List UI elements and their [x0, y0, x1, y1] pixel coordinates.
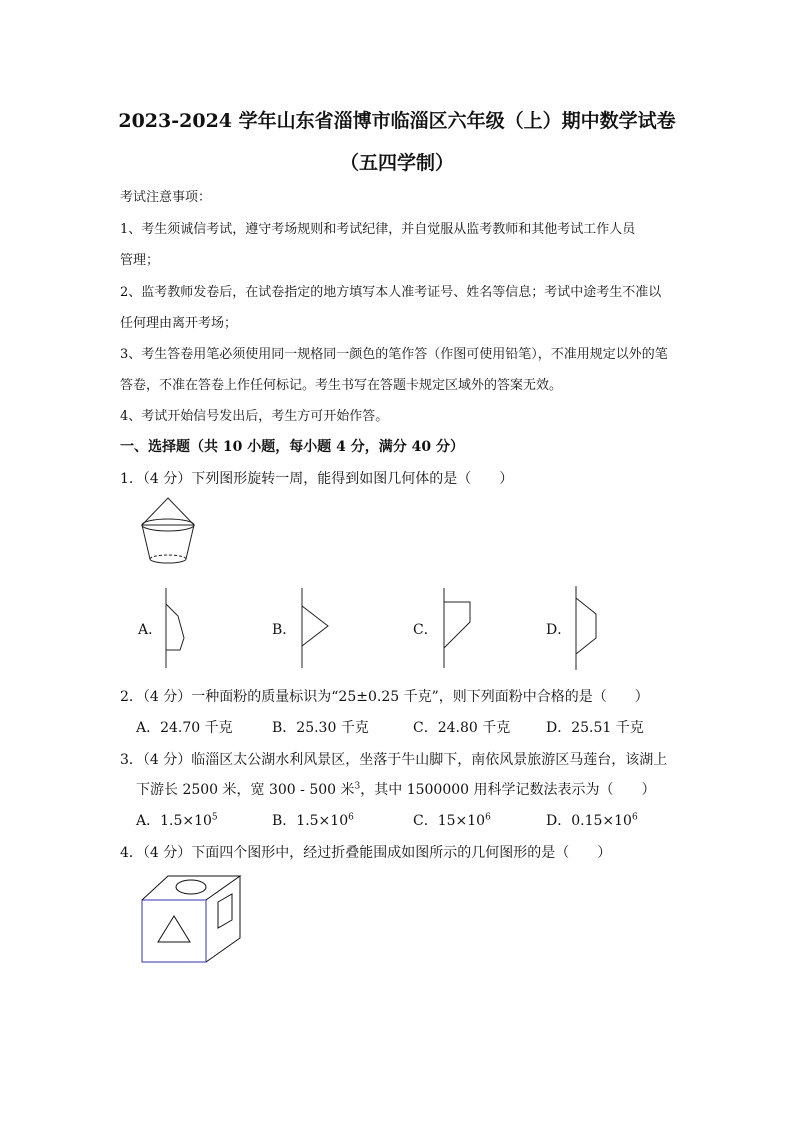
q1-option-a-figure: [158, 586, 198, 670]
q2-option-b: B．25.30 千克: [272, 720, 369, 736]
q3-option-b: B．$1.5\times 10^6$: [272, 812, 354, 829]
q1-option-b-figure: [294, 586, 334, 670]
q1-option-c-figure: [436, 586, 478, 670]
q1-option-d-figure: [568, 584, 608, 672]
section-heading: 一、选择题（共 10 小题，每小题 4 分，满分 40 分）: [120, 439, 464, 455]
notice-heading: 考试注意事项：: [120, 190, 212, 205]
notice-line: 1、考生须诚信考试，遵守考场规则和考试纪律，并自觉服从监考教师和其他考试工作人员: [120, 222, 636, 237]
notice-line: 4、考试开始信号发出后，考生方可开始作答。: [120, 409, 389, 424]
q3-option-a: A．$1.5\times 10^5$: [136, 812, 218, 829]
q1-option-a: A．: [138, 622, 163, 638]
q1-option-d: D．: [546, 622, 572, 638]
q1-solid-figure: [136, 495, 202, 571]
q2-option-c: C．24.80 千克: [413, 720, 511, 736]
q2-option-a: A．24.70 千克: [136, 720, 233, 736]
q3-stem-line2: 下游长 2500 米，宽 300 - 500 米$^3$，其中 1500000 用科学记数法表示为（ ）: [136, 781, 656, 798]
q3-option-d: D．$0.15\times 10^6$: [546, 812, 638, 829]
q1-option-b: B．: [272, 622, 297, 638]
notice-line: 2、监考教师发卷后，在试卷指定的地方填写本人准考证号、姓名等信息；考试中途考生不准以: [120, 285, 662, 300]
q1-stem: 1．（4 分）下列图形旋转一周，能得到如图几何体的是（ ）: [120, 471, 514, 487]
notice-line: 3、考生答卷用笔必须使用同一规格同一颜色的笔作答（作图可使用铅笔），不准用规定以外的笔: [120, 347, 668, 362]
notice-line: 管理；: [120, 253, 160, 268]
exam-title-line2: （五四学制）: [339, 152, 454, 174]
q1-option-c: C．: [413, 622, 438, 638]
notice-line: 答卷，不准在答卷上作任何标记。考生书写在答题卡规定区域外的答案无效。: [120, 378, 563, 393]
q2-option-d: D．25.51 千克: [546, 720, 644, 736]
notice-line: 任何理由离开考场；: [120, 316, 238, 331]
q3-stem-line1: 3．（4 分）临淄区太公湖水利风景区，坐落于牛山脚下，南依风景旅游区马莲台，该湖上: [120, 752, 668, 768]
exam-title-line1: 2023-2024 学年山东省淄博市临淄区六年级（上）期中数学试卷: [118, 110, 676, 132]
q3-option-c: C．$15\times 10^6$: [413, 812, 491, 829]
q4-cube-figure: [138, 872, 244, 966]
q2-stem: 2．（4 分）一种面粉的质量标识为“25±0.25 千克”，则下列面粉中合格的是（ ）: [120, 689, 649, 705]
q4-stem: 4．（4 分）下面四个图形中，经过折叠能围成如图所示的几何图形的是（ ）: [120, 845, 612, 861]
